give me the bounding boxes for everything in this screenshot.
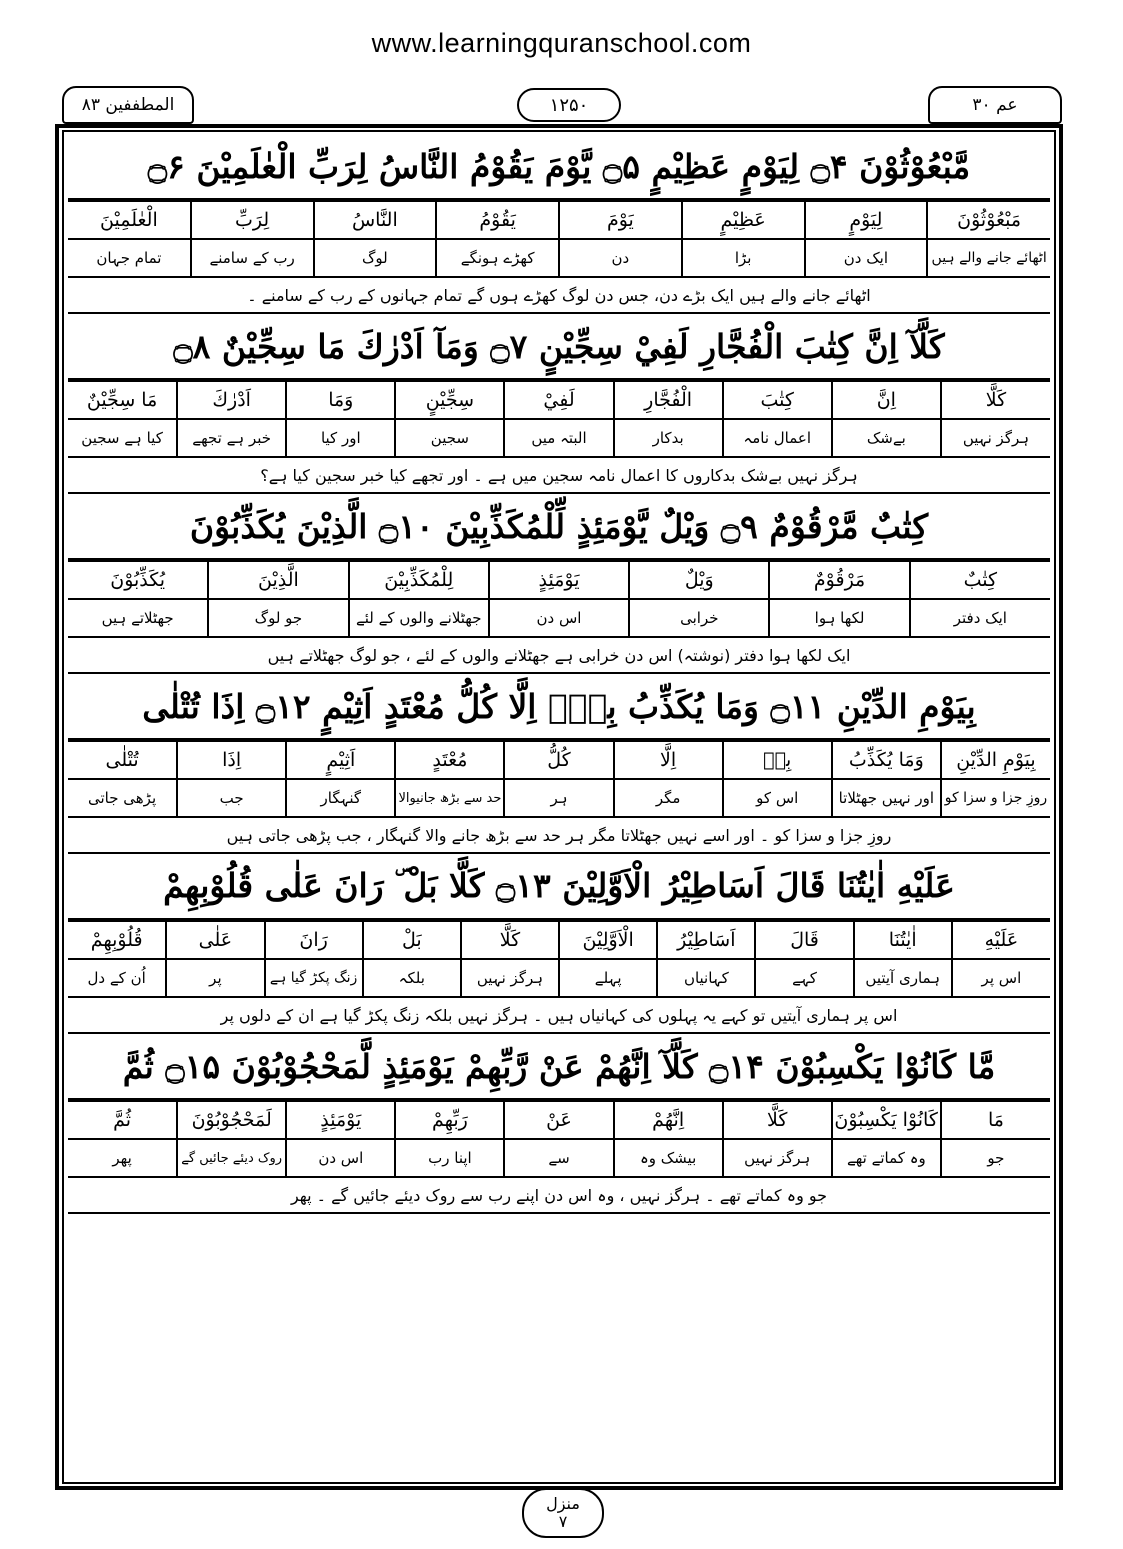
arabic-word: مُعْتَدٍ	[395, 741, 504, 779]
arabic-word: مَا سِجِّيْنٌ	[68, 381, 177, 419]
arabic-words-row	[68, 741, 1050, 779]
word-translation-table	[68, 1100, 1050, 1178]
urdu-meaning: لکھا ہوا	[769, 599, 909, 637]
urdu-meaning: روزِ جزا و سزا کو	[941, 779, 1050, 817]
arabic-word: سِجِّيْنٍ	[395, 381, 504, 419]
urdu-meaning: سجین	[395, 419, 504, 457]
verse-line: كِتٰبٌ مَّرْقُوْمٌ ۝۹ وَيْلٌ يَّوْمَئِذٍ لِّلْمُكَذِّبِيْنَ ۝۱۰ الَّذِيْنَ يُكَذِّبُوْنَ	[68, 494, 1050, 560]
urdu-meanings-row	[68, 239, 1050, 277]
arabic-word: الْاَوَّلِيْنَ	[559, 921, 657, 959]
urdu-meaning: مگر	[614, 779, 723, 817]
urdu-meaning: اس کو	[723, 779, 832, 817]
urdu-meaning: جب	[177, 779, 286, 817]
arabic-word: اٰيٰتُنَا	[854, 921, 952, 959]
urdu-meaning: بڑا	[682, 239, 805, 277]
urdu-meaning: بےشک	[832, 419, 941, 457]
verse-line: مَّا كَانُوْا يَكْسِبُوْنَ ۝۱۴ كَلَّآ اِنَّهُمْ عَنْ رَّبِّهِمْ يَوْمَئِذٍ لَّمَحْجُوْبُوْنَ ۝۱۵ ثُمَّ	[68, 1034, 1050, 1100]
arabic-word: وَمَا	[286, 381, 395, 419]
urdu-meaning: جھٹلانے والوں کے لئے	[349, 599, 489, 637]
urdu-translation: جو وہ کماتے تھے ۔ ہرگز نہیں ، وہ اس دن اپنے رب سے روک دیئے جائیں گے ۔ پھر	[68, 1178, 1050, 1214]
arabic-word: يَوْمَ	[559, 201, 682, 239]
surah-cartouche: المطففین ۸۳	[62, 86, 194, 124]
arabic-word: كِتٰبٌ	[910, 561, 1050, 599]
arabic-word: وَيْلٌ	[629, 561, 769, 599]
arabic-word: لَفِيْ	[504, 381, 613, 419]
arabic-words-row	[68, 381, 1050, 419]
arabic-word: عَلَيْهِ	[952, 921, 1050, 959]
urdu-meaning: تمام جہان	[68, 239, 191, 277]
urdu-meaning: پر	[166, 959, 264, 997]
urdu-meaning: خبر ہے تجھے	[177, 419, 286, 457]
urdu-meaning: روک دیئے جائیں گے	[177, 1139, 286, 1177]
urdu-meaning: ہرگز نہیں	[941, 419, 1050, 457]
verse-line: عَلَيْهِ اٰيٰتُنَا قَالَ اَسَاطِيْرُ الْاَوَّلِيْنَ ۝۱۳ كَلَّا بَلْ ۜ رَانَ عَلٰى قُلُوْبِهِمْ	[68, 854, 1050, 920]
arabic-word: اِذَا	[177, 741, 286, 779]
arabic-word: عَلٰى	[166, 921, 264, 959]
urdu-meaning: وہ کماتے تھے	[832, 1139, 941, 1177]
arabic-word: ثُمَّ	[68, 1101, 177, 1139]
urdu-meaning: ایک دن	[805, 239, 928, 277]
arabic-word: كَلَّا	[941, 381, 1050, 419]
urdu-meaning: زنگ پکڑ گیا ہے	[265, 959, 363, 997]
arabic-word: عَظِيْمٍ	[682, 201, 805, 239]
arabic-word: تُتْلٰى	[68, 741, 177, 779]
manzil-label: منزل	[546, 1494, 580, 1514]
arabic-word: كُلُّ	[504, 741, 613, 779]
word-translation-table	[68, 920, 1050, 998]
arabic-word: كَلَّا	[461, 921, 559, 959]
urdu-meaning: بلکہ	[363, 959, 461, 997]
arabic-word: لِلْمُكَذِّبِيْنَ	[349, 561, 489, 599]
arabic-word: كَانُوْا يَكْسِبُوْنَ	[832, 1101, 941, 1139]
arabic-word: يَوْمَئِذٍ	[286, 1101, 395, 1139]
arabic-word: لِرَبِّ	[191, 201, 314, 239]
urdu-meaning: پھر	[68, 1139, 177, 1177]
arabic-word: يَقُوْمُ	[436, 201, 559, 239]
verse-line: مَّبْعُوْثُوْنَ ۝۴ لِيَوْمٍ عَظِيْمٍ ۝۵ يَّوْمَ يَقُوْمُ النَّاسُ لِرَبِّ الْعٰلَمِيْنَ ۝۶	[68, 134, 1050, 200]
arabic-word: اَثِيْمٍ	[286, 741, 395, 779]
arabic-word: عَنْ	[504, 1101, 613, 1139]
site-url: www.learningquranschool.com	[371, 28, 752, 58]
word-translation-table	[68, 740, 1050, 818]
arabic-word: الَّذِيْنَ	[208, 561, 348, 599]
urdu-meaning: ہر	[504, 779, 613, 817]
arabic-words-row	[68, 201, 1050, 239]
urdu-meaning: گنہگار	[286, 779, 395, 817]
urdu-meaning: سے	[504, 1139, 613, 1177]
arabic-words-row	[68, 1101, 1050, 1139]
arabic-word: اِنَّ	[832, 381, 941, 419]
urdu-translation: اس پر ہماری آیتیں تو کہے یہ پہلوں کی کہانیاں ہیں ۔ ہرگز نہیں بلکہ زنگ پکڑ گیا ہے ان کے دلوں پر	[68, 998, 1050, 1034]
quran-content	[68, 134, 1050, 1214]
urdu-meanings-row	[68, 599, 1050, 637]
urdu-meaning: کھڑے ہونگے	[436, 239, 559, 277]
urdu-meaning: ہرگز نہیں	[723, 1139, 832, 1177]
urdu-translation: روزِ جزا و سزا کو ۔ اور اسے نہیں جھٹلاتا مگر ہر حد سے بڑھ جانے والا گنہگار ، جب پڑھی جاتی ہیں	[68, 818, 1050, 854]
arabic-word: قَالَ	[755, 921, 853, 959]
manzil-number: ۷	[558, 1512, 568, 1531]
para-cartouche: عم ۳۰	[928, 86, 1062, 124]
urdu-meaning: اُن کے دل	[68, 959, 166, 997]
urdu-meaning: بدکار	[614, 419, 723, 457]
arabic-word: النَّاسُ	[314, 201, 437, 239]
urdu-meaning: ہرگز نہیں	[461, 959, 559, 997]
urdu-meaning: اور کیا	[286, 419, 395, 457]
urdu-meanings-row	[68, 1139, 1050, 1177]
page-header	[62, 86, 1062, 124]
verse-line: بِيَوْمِ الدِّيْنِ ۝۱۱ وَمَا يُكَذِّبُ بِهٖٓ اِلَّا كُلُّ مُعْتَدٍ اَثِيْمٍ ۝۱۲ اِذَا تُتْلٰى	[68, 674, 1050, 740]
word-translation-table	[68, 200, 1050, 278]
arabic-word: بِهٖ	[723, 741, 832, 779]
arabic-word: كِتٰبَ	[723, 381, 832, 419]
urdu-meanings-row	[68, 779, 1050, 817]
urdu-meaning: اس دن	[286, 1139, 395, 1177]
urdu-meaning: جو	[941, 1139, 1050, 1177]
urdu-meaning: پہلے	[559, 959, 657, 997]
urdu-meaning: رب کے سامنے	[191, 239, 314, 277]
urdu-meanings-row	[68, 419, 1050, 457]
arabic-word: لِيَوْمٍ	[805, 201, 928, 239]
urdu-meaning: حد سے بڑھ جانیوالا	[395, 779, 504, 817]
arabic-word: يُكَذِّبُوْنَ	[68, 561, 208, 599]
urdu-meaning: اس دن	[489, 599, 629, 637]
arabic-word: اِنَّهُمْ	[614, 1101, 723, 1139]
urdu-translation: ہرگز نہیں بےشک بدکاروں کا اعمال نامہ سجین میں ہے ۔ اور تجھے کیا خبر سجین کیا ہے؟	[68, 458, 1050, 494]
urdu-meanings-row	[68, 959, 1050, 997]
arabic-word: مَرْقُوْمٌ	[769, 561, 909, 599]
urdu-meaning: البتہ میں	[504, 419, 613, 457]
arabic-word: يَوْمَئِذٍ	[489, 561, 629, 599]
arabic-word: اِلَّا	[614, 741, 723, 779]
verse-line: كَلَّآ اِنَّ كِتٰبَ الْفُجَّارِ لَفِيْ سِجِّيْنٍ ۝۷ وَمَآ اَدْرٰكَ مَا سِجِّيْنٌ ۝۸	[68, 314, 1050, 380]
arabic-word: بِيَوْمِ الدِّيْنِ	[941, 741, 1050, 779]
urdu-meaning: اعمال نامہ	[723, 419, 832, 457]
urdu-meaning: اور نہیں جھٹلاتا	[832, 779, 941, 817]
arabic-words-row	[68, 561, 1050, 599]
urdu-meaning: کہے	[755, 959, 853, 997]
arabic-word: بَلْ	[363, 921, 461, 959]
urdu-meaning: بیشک وہ	[614, 1139, 723, 1177]
arabic-word: الْفُجَّارِ	[614, 381, 723, 419]
urdu-meaning: ہماری آیتیں	[854, 959, 952, 997]
urdu-meaning: جھٹلاتے ہیں	[68, 599, 208, 637]
word-translation-table	[68, 560, 1050, 638]
urdu-meaning: اپنا رب	[395, 1139, 504, 1177]
arabic-word: مَبْعُوْثُوْنَ	[927, 201, 1050, 239]
arabic-word: قُلُوْبِهِمْ	[68, 921, 166, 959]
urdu-meaning: اٹھائے جانے والے ہیں	[927, 239, 1050, 277]
page-number: ۱۲۵۰	[517, 88, 621, 122]
urdu-meaning: جو لوگ	[208, 599, 348, 637]
arabic-word: رَانَ	[265, 921, 363, 959]
arabic-word: رَبِّهِمْ	[395, 1101, 504, 1139]
arabic-word: وَمَا يُكَذِّبُ	[832, 741, 941, 779]
arabic-word: كَلَّا	[723, 1101, 832, 1139]
arabic-word: مَا	[941, 1101, 1050, 1139]
arabic-word: اَسَاطِيْرُ	[657, 921, 755, 959]
word-translation-table	[68, 380, 1050, 458]
manzil-badge	[522, 1488, 604, 1538]
urdu-meaning: کہانیاں	[657, 959, 755, 997]
urdu-meaning: لوگ	[314, 239, 437, 277]
urdu-translation: ایک لکھا ہوا دفتر (نوشتہ) اس دن خرابی ہے جھٹلانے والوں کے لئے ، جو لوگ جھٹلاتے ہیں	[68, 638, 1050, 674]
arabic-word: لَمَحْجُوْبُوْنَ	[177, 1101, 286, 1139]
urdu-translation: اٹھائے جانے والے ہیں ایک بڑے دن، جس دن لوگ کھڑے ہوں گے تمام جہانوں کے رب کے سامنے ۔	[68, 278, 1050, 314]
urdu-meaning: خرابی	[629, 599, 769, 637]
arabic-word: الْعٰلَمِيْنَ	[68, 201, 191, 239]
urdu-meaning: پڑھی جاتی	[68, 779, 177, 817]
arabic-word: اَدْرٰكَ	[177, 381, 286, 419]
urdu-meaning: کیا ہے سجین	[68, 419, 177, 457]
arabic-words-row	[68, 921, 1050, 959]
urdu-meaning: ایک دفتر	[910, 599, 1050, 637]
urdu-meaning: دن	[559, 239, 682, 277]
urdu-meaning: اس پر	[952, 959, 1050, 997]
